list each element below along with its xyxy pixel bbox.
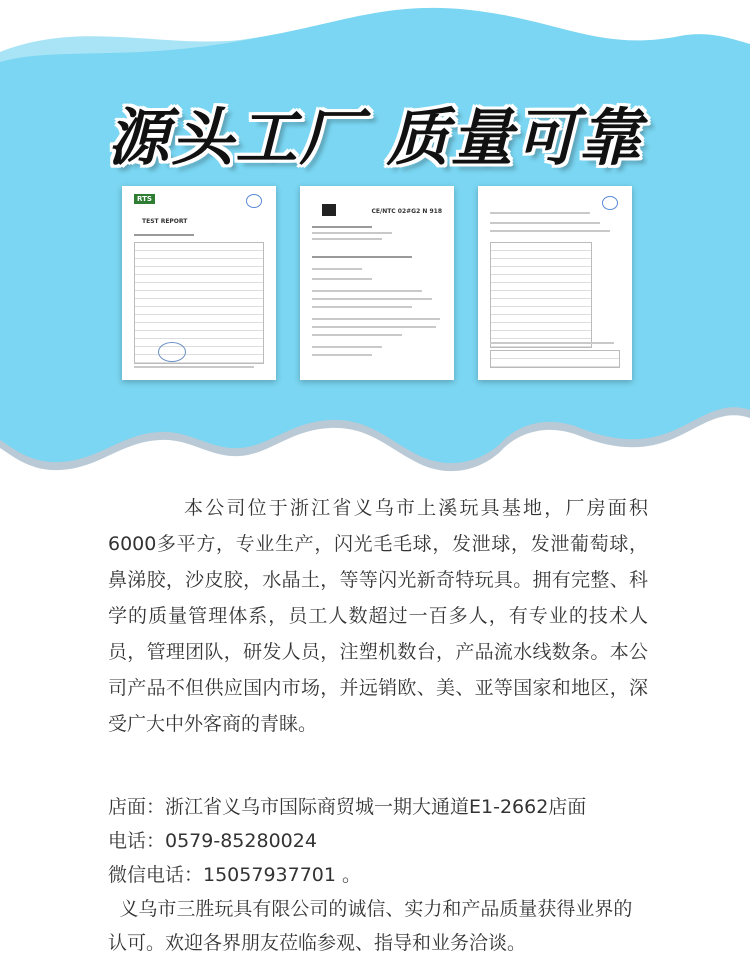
accreditation-badge-icon: [246, 194, 262, 208]
certificate-title: TEST REPORT: [142, 218, 188, 225]
results-table: [490, 242, 592, 348]
text-line: [490, 342, 614, 344]
store-address: 店面：浙江省义乌市国际商贸城一期大通道E1-2662店面: [108, 796, 587, 818]
text-line: [312, 256, 412, 258]
text-line: [312, 232, 392, 234]
signature-seal-icon: [158, 342, 186, 362]
text-line: [490, 212, 590, 214]
text-line: [312, 306, 412, 308]
phone-number: 电话：0579-85280024: [108, 830, 317, 852]
text-line: [312, 238, 382, 240]
report-table: [134, 242, 264, 364]
text-line: [312, 318, 440, 320]
certificate-ce: [300, 186, 454, 380]
text-line: [490, 222, 600, 224]
contact-info: [108, 790, 648, 960]
text-line: [490, 230, 610, 232]
certificate-number: CE/NTC 02#G2 N 918: [371, 208, 442, 215]
text-line: [312, 268, 362, 270]
text-line: [312, 326, 436, 328]
certificate-rts-test-results: [478, 186, 632, 380]
headline: 源头工厂 质量可靠: [107, 101, 643, 174]
certifier-logo-icon: [322, 204, 336, 216]
text-line: [312, 298, 432, 300]
text-line: [134, 234, 194, 236]
wechat-phone: 微信电话：15057937701 。: [108, 864, 362, 886]
text-line: [312, 278, 372, 280]
hero-banner: [0, 0, 750, 480]
rts-logo-icon: [602, 196, 618, 210]
text-line: [312, 290, 422, 292]
company-intro: [108, 490, 648, 742]
intro-paragraph: 本公司位于浙江省义乌市上溪玩具基地，厂房面积6000多平方，专业生产，闪光毛毛球，发泄球，发泄葡萄球，鼻涕胶，沙皮胶，水晶土，等等闪光新奇特玩具。拥有完整、科学的质量管理体系，员工人数超过一百多人，有专业的技术人员，管理团队，研发人员，注塑机数台，产品流水线数条。本公司产品不但供应国内市场，并远销欧、美、亚等国家和地区，深受广大中外客商的青睐。: [108, 497, 648, 735]
rts-logo: RTS: [134, 194, 155, 204]
closing-statement: 义乌市三胜玩具有限公司的诚信、实力和产品质量获得业界的认可。欢迎各界朋友莅临参观、指导和业务洽谈。: [108, 898, 633, 954]
text-line: [312, 334, 402, 336]
certificate-rts-test-report: [122, 186, 276, 380]
text-line: [312, 226, 372, 228]
text-line: [312, 346, 382, 348]
text-line: [134, 366, 254, 368]
summary-table: [490, 350, 620, 368]
text-line: [312, 354, 372, 356]
